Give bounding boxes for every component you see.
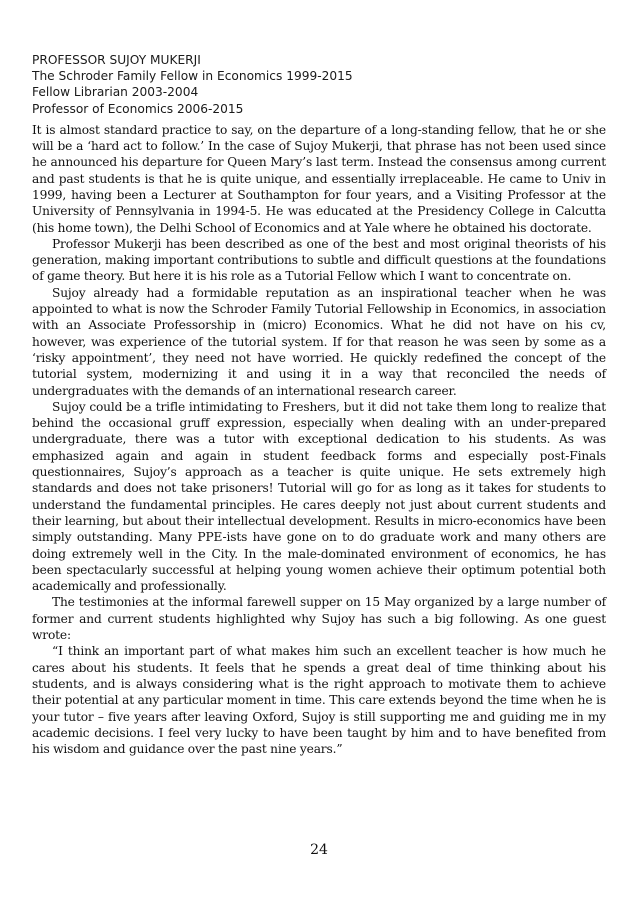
paragraph-teaching: Sujoy could be a trifle intimidating to Freshers, but it did not take them long to realize that behind the occasional gruff expression, especially when dealing with an under-prepared undergraduate, there was a tutor with exceptional dedication to his students. As was emphasized again and again in student feedback forms and especially post-Finals questionnaires, Sujoy’s approach as a teacher is quite unique. He sets extremely high standards and does not take prisoners! Tutorial will go for as long as it takes for students to understand the fundamental principles. He cares deeply not just about current students and their learning, but about their intellectual development. Results in micro-economics have been simply outstanding. Many PPE-ists have gone on to do graduate work and many others are doing extremely well in the City. In the male-dominated environment of economics, he has been spectacularly successful at helping young women achieve their optimum potential both academically and professionally. <box>32 399 606 594</box>
paragraph-reputation: Sujoy already had a formidable reputation as an inspirational teacher when he was appointed to what is now the Schroder Family Tutorial Fellowship in Economics, in association with an Associate Professorship in (micro) Economics. What he did not have on his cv, however, was experience of the tutorial system. If for that reason he was seen by some as a ‘risky appointment’, they need not have worried. He quickly redefined the concept of the tutorial system, modernizing it and using it in a way that reconciled the needs of undergraduates with the demands of an international research career. <box>32 285 606 398</box>
paragraph-quote: “I think an important part of what makes him such an excellent teacher is how much he cares about his students. It feels that he spends a great deal of time thinking about his students, and is always considering what is the right approach to motivate them to achieve their potential at any particular moment in time. This care extends beyond the time when he is your tutor – five years after leaving Oxford, Sujoy is still supporting me and guiding me in my academic decisions. I feel very lucky to have been taught by him and to have benefited from his wisdom and guidance over the past nine years.” <box>32 644 606 757</box>
librarian-role: Fellow Librarian 2003-2004 <box>32 85 199 100</box>
paragraph-theorist: Professor Mukerji has been described as one of the best and most original theorists of his generation, making important contributions to subtle and difficult questions at the foundations of game theory. But here it is his role as a Tutorial Fellow which I want to concentrate on. <box>32 236 606 284</box>
article-title: PROFESSOR SUJOY MUKERJI <box>32 53 201 67</box>
article-header <box>32 52 606 117</box>
page-number: 24 <box>310 842 328 858</box>
paragraph-intro: It is almost standard practice to say, on the departure of a long-standing fellow, that he or she will be a ‘hard act to follow.’ In the case of Sujoy Mukerji, that phrase has not been used since he announced his departure for Queen Mary’s last term. Instead the consensus among current and past students is that he is quite unique, and essentially irreplaceable. He came to Univ in 1999, having been a Lecturer at Southampton for four years, and a Visiting Professor at the University of Pennsylvania in 1994-5. He was educated at the Presidency College in Calcutta (his home town), the Delhi School of Economics and at Yale where he obtained his doctorate. <box>32 122 606 235</box>
article-body <box>32 122 606 758</box>
fellowship-role: The Schroder Family Fellow in Economics 1999-2015 <box>32 69 353 84</box>
page-content <box>32 52 606 757</box>
paragraph-testimonies: The testimonies at the informal farewell supper on 15 May organized by a large number of former and current students highlighted why Sujoy has such a big following. As one guest wrote: <box>32 595 606 643</box>
professor-role: Professor of Economics 2006-2015 <box>32 101 244 116</box>
